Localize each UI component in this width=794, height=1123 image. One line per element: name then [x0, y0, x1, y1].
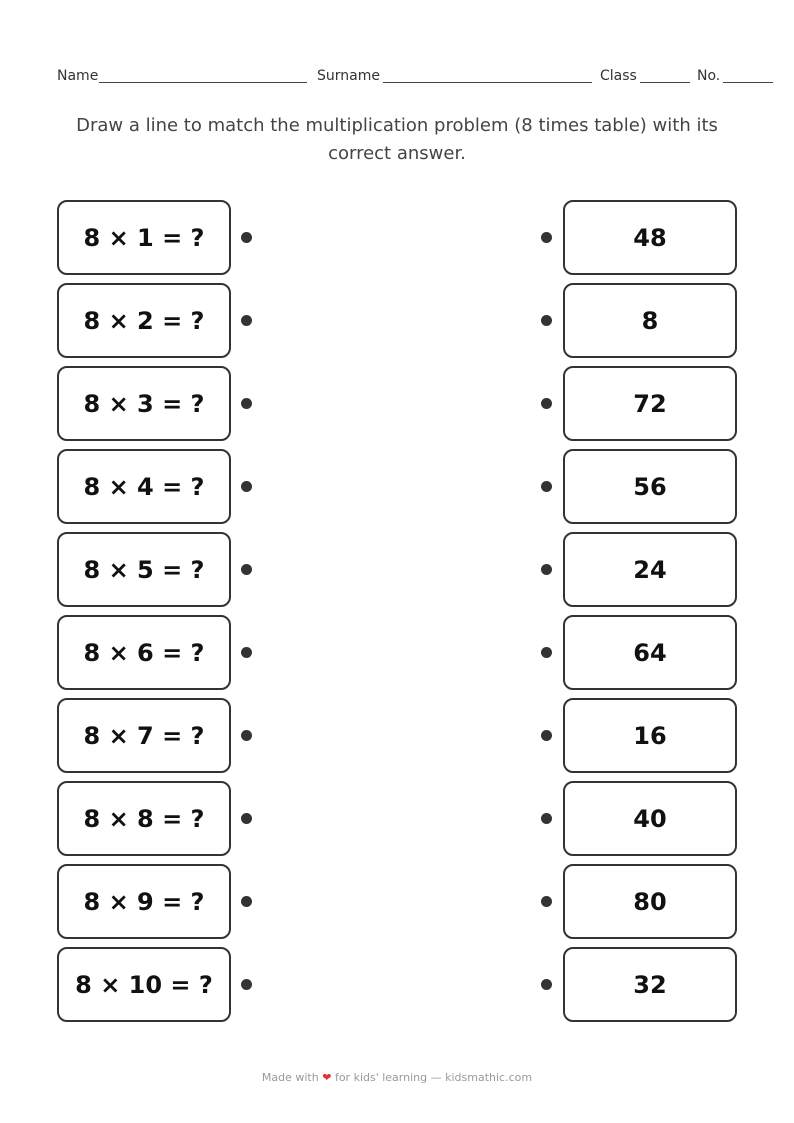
answer-dot[interactable]	[541, 564, 552, 575]
answer-dot[interactable]	[541, 398, 552, 409]
problem-row	[57, 283, 231, 358]
name-label: Name	[57, 68, 99, 84]
problem-dot[interactable]	[241, 730, 252, 741]
answer-row	[563, 283, 737, 358]
answer-card: 8	[563, 283, 737, 358]
answer-dot[interactable]	[541, 647, 552, 658]
answer-card: 16	[563, 698, 737, 773]
answer-row	[563, 947, 737, 1022]
answer-dot[interactable]	[541, 730, 552, 741]
problem-card: 8 × 10 = ?	[57, 947, 231, 1022]
footer-credit: for kids' learning — kidsmathic.com	[334, 1071, 533, 1084]
problem-dot[interactable]	[241, 813, 252, 824]
class-field-line[interactable]	[640, 82, 690, 83]
problem-row	[57, 781, 231, 856]
worksheet-header	[57, 68, 772, 86]
answer-row	[563, 532, 737, 607]
answer-card: 80	[563, 864, 737, 939]
answer-card: 32	[563, 947, 737, 1022]
problem-card: 8 × 1 = ?	[57, 200, 231, 275]
answer-dot[interactable]	[541, 315, 552, 326]
answer-card: 56	[563, 449, 737, 524]
problem-dot[interactable]	[241, 896, 252, 907]
answer-row	[563, 781, 737, 856]
answer-row	[563, 200, 737, 275]
problem-dot[interactable]	[241, 315, 252, 326]
instructions-text: Draw a line to match the multiplication problem (8 times table) with its correct answer.	[76, 115, 718, 164]
answer-row	[563, 449, 737, 524]
answer-row	[563, 864, 737, 939]
answer-card: 24	[563, 532, 737, 607]
problem-row	[57, 698, 231, 773]
problem-row	[57, 200, 231, 275]
problem-row	[57, 532, 231, 607]
problem-card: 8 × 7 = ?	[57, 698, 231, 773]
problem-card: 8 × 9 = ?	[57, 864, 231, 939]
problem-row	[57, 449, 231, 524]
problem-row	[57, 615, 231, 690]
answer-dot[interactable]	[541, 232, 552, 243]
problem-row	[57, 947, 231, 1022]
problems-column	[57, 200, 231, 1030]
problem-dot[interactable]	[241, 979, 252, 990]
number-field-line[interactable]	[723, 82, 773, 83]
heart-icon: ❤	[322, 1071, 332, 1084]
problem-card: 8 × 4 = ?	[57, 449, 231, 524]
problem-card: 8 × 3 = ?	[57, 366, 231, 441]
answer-card: 72	[563, 366, 737, 441]
answer-card: 40	[563, 781, 737, 856]
answers-column	[563, 200, 737, 1030]
answer-dot[interactable]	[541, 896, 552, 907]
problem-row	[57, 864, 231, 939]
answer-dot[interactable]	[541, 481, 552, 492]
problem-card: 8 × 2 = ?	[57, 283, 231, 358]
surname-label: Surname	[317, 68, 380, 84]
problem-card: 8 × 5 = ?	[57, 532, 231, 607]
problem-dot[interactable]	[241, 564, 252, 575]
problem-dot[interactable]	[241, 232, 252, 243]
problem-dot[interactable]	[241, 398, 252, 409]
answer-card: 64	[563, 615, 737, 690]
name-field-line[interactable]	[99, 82, 307, 83]
problem-dot[interactable]	[241, 647, 252, 658]
answer-row	[563, 615, 737, 690]
problem-row	[57, 366, 231, 441]
class-label: Class	[600, 68, 637, 84]
number-label: No.	[697, 68, 721, 84]
answer-row	[563, 366, 737, 441]
answer-row	[563, 698, 737, 773]
problem-dot[interactable]	[241, 481, 252, 492]
problem-card: 8 × 6 = ?	[57, 615, 231, 690]
footer-made-with: Made with	[261, 1071, 319, 1084]
answer-card: 48	[563, 200, 737, 275]
problem-card: 8 × 8 = ?	[57, 781, 231, 856]
answer-dot[interactable]	[541, 813, 552, 824]
surname-field-line[interactable]	[383, 82, 592, 83]
footer	[0, 1071, 794, 1084]
answer-dot[interactable]	[541, 979, 552, 990]
